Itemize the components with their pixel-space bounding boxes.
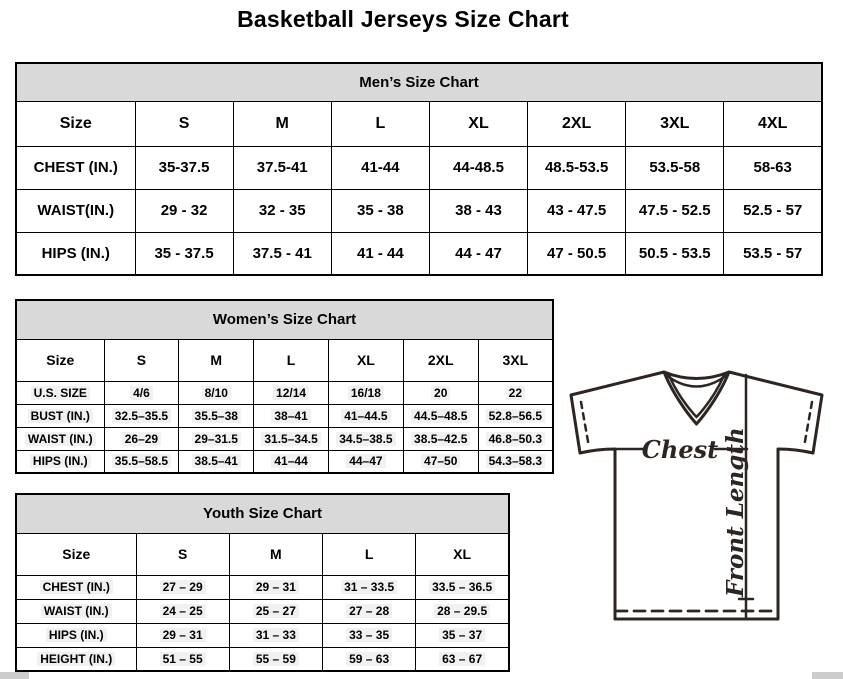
value-cell-text: 52.8–56.5	[486, 409, 545, 423]
row-label-cell	[16, 647, 136, 671]
value-cell-text: 55 – 59	[253, 652, 299, 666]
value-cell	[254, 427, 329, 450]
womens-size-chart-table	[15, 299, 554, 474]
front-length-label: Front Length	[722, 427, 749, 597]
value-cell-text: 41–44.5	[341, 409, 390, 423]
value-cell-text: 33.5 – 36.5	[429, 580, 495, 594]
value-cell	[328, 427, 403, 450]
value-cell	[323, 623, 416, 647]
value-cell	[478, 427, 553, 450]
column-header-cell: 2XL	[528, 101, 626, 146]
column-header-cell: 4XL	[724, 101, 822, 146]
youth-size-chart-table	[15, 493, 510, 672]
value-cell	[229, 599, 322, 623]
value-cell	[429, 146, 527, 189]
value-cell-text: 26–29	[122, 432, 161, 446]
value-cell-text: 37.5 - 41	[252, 244, 312, 262]
value-cell	[331, 146, 429, 189]
value-cell	[179, 404, 254, 427]
value-cell	[416, 599, 509, 623]
row-label-cell	[16, 146, 135, 189]
value-cell	[328, 381, 403, 404]
value-cell	[403, 450, 478, 473]
value-cell	[328, 404, 403, 427]
value-cell-text: 31 – 33.5	[341, 580, 397, 594]
table-row	[16, 189, 822, 232]
row-label-cell-text: WAIST (IN.)	[25, 432, 96, 446]
value-cell	[229, 623, 322, 647]
value-cell	[179, 427, 254, 450]
value-cell-text: 51 – 55	[160, 652, 206, 666]
value-cell	[724, 232, 822, 275]
value-cell	[104, 450, 179, 473]
value-cell-text: 27 – 28	[346, 604, 392, 618]
value-cell	[331, 232, 429, 275]
row-label-cell-text: CHEST (IN.)	[40, 580, 113, 594]
table-row	[16, 381, 553, 404]
value-cell	[136, 623, 229, 647]
row-label-cell-text: HIPS (IN.)	[30, 454, 91, 468]
value-cell	[429, 232, 527, 275]
value-cell-text: 35-37.5	[158, 159, 210, 176]
row-label-cell-text: BUST (IN.)	[28, 409, 93, 423]
row-label-cell	[16, 189, 135, 232]
row-label-cell-text: HIPS (IN.)	[41, 244, 110, 262]
table-row	[16, 647, 509, 671]
jersey-outline	[571, 372, 822, 619]
table-row	[16, 232, 822, 275]
value-cell	[478, 381, 553, 404]
page-title: Basketball Jerseys Size Chart	[237, 6, 569, 32]
value-cell-text: 35 - 38	[357, 202, 404, 219]
value-cell	[254, 450, 329, 473]
row-label-cell	[16, 599, 136, 623]
value-cell	[136, 599, 229, 623]
value-cell-text: 29 - 32	[160, 202, 208, 219]
column-header-cell: XL	[328, 339, 403, 381]
size-header-cell: Size	[16, 101, 135, 146]
value-cell-text: 25 – 27	[253, 604, 299, 618]
row-label-cell	[16, 232, 135, 275]
value-cell-text: 28 – 29.5	[434, 604, 490, 618]
value-cell	[104, 404, 179, 427]
table-title: Women’s Size Chart	[16, 300, 553, 339]
value-cell-text: 47 - 50.5	[547, 244, 607, 262]
value-cell-text: 35.5–38	[192, 409, 241, 423]
row-label-cell-text: U.S. SIZE	[31, 386, 90, 400]
value-cell-text: 48.5-53.5	[544, 159, 609, 176]
table-row	[16, 599, 509, 623]
value-cell-text: 53.5 - 57	[743, 244, 803, 262]
value-cell-text: 29 – 31	[160, 628, 206, 642]
row-label-cell	[16, 450, 104, 473]
value-cell-text: 16/18	[348, 386, 384, 400]
value-cell-text: 44–47	[346, 454, 385, 468]
value-cell-text: 12/14	[273, 386, 309, 400]
value-cell	[478, 450, 553, 473]
row-label-cell-text: WAIST(IN.)	[37, 202, 115, 219]
value-cell	[416, 623, 509, 647]
value-cell-text: 52.5 - 57	[743, 202, 803, 219]
size-header-cell: Size	[16, 339, 104, 381]
value-cell-text: 44-48.5	[453, 159, 504, 176]
value-cell-text: 37.5-41	[256, 159, 308, 176]
value-cell	[136, 575, 229, 599]
value-cell-text: 59 – 63	[346, 652, 392, 666]
value-cell-text: 24 – 25	[160, 604, 206, 618]
value-cell	[626, 232, 724, 275]
value-cell	[328, 450, 403, 473]
value-cell	[323, 575, 416, 599]
column-header-cell: XL	[416, 533, 509, 575]
value-cell	[724, 146, 822, 189]
value-cell	[135, 232, 233, 275]
row-label-cell-text: WAIST (IN.)	[41, 604, 112, 618]
value-cell	[416, 575, 509, 599]
value-cell-text: 22	[506, 386, 525, 400]
value-cell	[331, 189, 429, 232]
value-cell-text: 50.5 - 53.5	[638, 244, 711, 262]
value-cell-text: 38.5–42.5	[411, 432, 470, 446]
column-header-cell: L	[331, 101, 429, 146]
value-cell-text: 44.5–48.5	[411, 409, 470, 423]
column-header-cell: 3XL	[478, 339, 553, 381]
value-cell-text: 41–44	[271, 454, 310, 468]
column-header-cell: M	[229, 533, 322, 575]
value-cell	[254, 381, 329, 404]
value-cell-text: 31.5–34.5	[261, 432, 320, 446]
value-cell-text: 29–31.5	[192, 432, 241, 446]
value-cell	[403, 427, 478, 450]
row-label-cell-text: CHEST (IN.)	[33, 159, 118, 176]
column-header-cell: XL	[429, 101, 527, 146]
value-cell	[626, 146, 724, 189]
row-label-cell	[16, 575, 136, 599]
value-cell	[135, 189, 233, 232]
value-cell-text: 4/6	[130, 386, 153, 400]
value-cell	[104, 381, 179, 404]
value-cell	[233, 189, 331, 232]
row-label-cell	[16, 427, 104, 450]
value-cell-text: 35.5–58.5	[112, 454, 171, 468]
value-cell-text: 63 – 67	[439, 652, 485, 666]
column-header-cell: 3XL	[626, 101, 724, 146]
table-row	[16, 146, 822, 189]
table-title: Men’s Size Chart	[16, 63, 822, 101]
table-row	[16, 575, 509, 599]
value-cell-text: 44 - 47	[455, 244, 502, 262]
value-cell	[724, 189, 822, 232]
row-label-cell	[16, 404, 104, 427]
value-cell-text: 35 – 37	[439, 628, 485, 642]
value-cell-text: 31 – 33	[253, 628, 299, 642]
row-label-cell-text: HEIGHT (IN.)	[37, 652, 115, 666]
column-header-cell: 2XL	[403, 339, 478, 381]
column-header-cell: S	[136, 533, 229, 575]
size-header-cell: Size	[16, 533, 136, 575]
scrollbar-fragment-left[interactable]	[0, 672, 29, 679]
value-cell-text: 34.5–38.5	[336, 432, 395, 446]
value-cell	[229, 647, 322, 671]
value-cell-text: 38–41	[271, 409, 310, 423]
value-cell-text: 38.5–41	[192, 454, 241, 468]
column-header-cell: S	[104, 339, 179, 381]
chest-label: Chest	[641, 435, 719, 464]
column-header-cell: M	[233, 101, 331, 146]
column-header-cell: L	[254, 339, 329, 381]
value-cell-text: 27 – 29	[160, 580, 206, 594]
mens-size-chart-table	[15, 62, 823, 276]
value-cell-text: 29 – 31	[253, 580, 299, 594]
value-cell	[416, 647, 509, 671]
value-cell-text: 58-63	[753, 159, 792, 176]
value-cell	[429, 189, 527, 232]
table-title: Youth Size Chart	[16, 494, 509, 533]
value-cell-text: 46.8–50.3	[486, 432, 545, 446]
value-cell-text: 47.5 - 52.5	[638, 202, 711, 219]
value-cell-text: 35 - 37.5	[154, 244, 214, 262]
value-cell	[323, 647, 416, 671]
value-cell	[323, 599, 416, 623]
value-cell	[403, 381, 478, 404]
value-cell	[136, 647, 229, 671]
table-row	[16, 404, 553, 427]
table-row	[16, 427, 553, 450]
value-cell	[229, 575, 322, 599]
value-cell	[626, 189, 724, 232]
table-row	[16, 623, 509, 647]
value-cell-text: 41 - 44	[357, 244, 404, 262]
value-cell-text: 41-44	[361, 159, 400, 176]
value-cell-text: 32 - 35	[258, 202, 306, 219]
table-row	[16, 450, 553, 473]
value-cell	[478, 404, 553, 427]
value-cell	[403, 404, 478, 427]
value-cell	[104, 427, 179, 450]
column-header-cell: M	[179, 339, 254, 381]
value-cell-text: 20	[431, 386, 450, 400]
row-label-cell	[16, 381, 104, 404]
value-cell	[528, 189, 626, 232]
row-label-cell	[16, 623, 136, 647]
value-cell-text: 47–50	[421, 454, 460, 468]
jersey-measurement-diagram	[559, 364, 839, 674]
row-label-cell-text: HIPS (IN.)	[46, 628, 107, 642]
value-cell	[528, 232, 626, 275]
value-cell-text: 54.3–58.3	[486, 454, 545, 468]
scrollbar-fragment-right[interactable]	[812, 672, 843, 679]
column-header-cell: L	[323, 533, 416, 575]
value-cell	[528, 146, 626, 189]
value-cell-text: 43 - 47.5	[547, 202, 607, 219]
value-cell	[233, 146, 331, 189]
value-cell-text: 32.5–35.5	[112, 409, 171, 423]
value-cell-text: 38 - 43	[455, 202, 502, 219]
value-cell-text: 8/10	[202, 386, 231, 400]
value-cell	[254, 404, 329, 427]
value-cell-text: 53.5-58	[649, 159, 701, 176]
value-cell	[179, 450, 254, 473]
column-header-cell: S	[135, 101, 233, 146]
value-cell	[233, 232, 331, 275]
value-cell	[135, 146, 233, 189]
value-cell	[179, 381, 254, 404]
value-cell-text: 33 – 35	[346, 628, 392, 642]
